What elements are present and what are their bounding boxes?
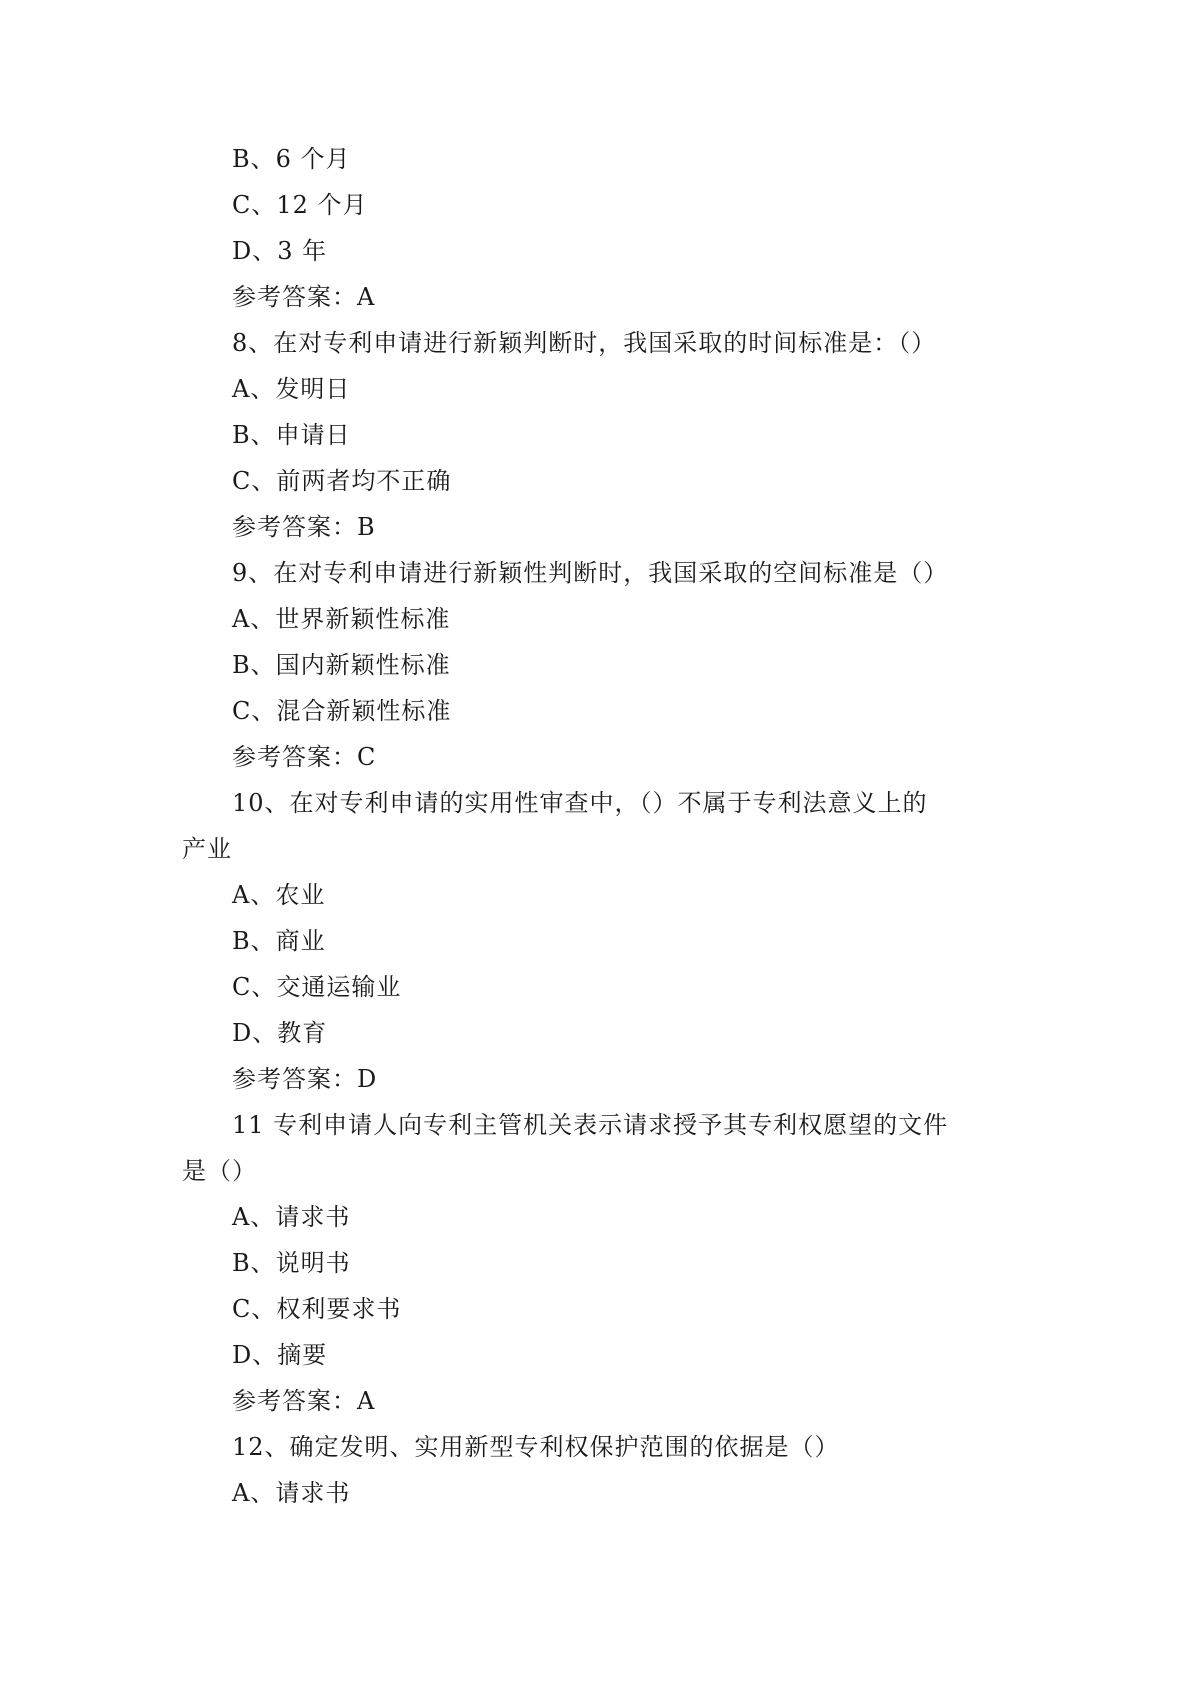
option-line: B、说明书 [232, 1249, 351, 1277]
question-line-continued: 产业 [182, 835, 232, 863]
option-line: C、前两者均不正确 [232, 467, 452, 495]
answer-line: 参考答案：C [232, 743, 377, 771]
option-line: B、6 个月 [232, 145, 351, 173]
question-line-continued: 是（） [182, 1157, 257, 1185]
answer-line: 参考答案：B [232, 513, 376, 541]
option-line: D、教育 [232, 1019, 328, 1047]
option-line: C、权利要求书 [232, 1295, 402, 1323]
question-line: 9、在对专利申请进行新颖性判断时，我国采取的空间标准是（） [232, 559, 949, 587]
option-line: D、摘要 [232, 1341, 328, 1369]
option-line: A、世界新颖性标准 [232, 605, 451, 633]
question-line: 11 专利申请人向专利主管机关表示请求授予其专利权愿望的文件 [232, 1111, 949, 1139]
option-line: A、请求书 [232, 1479, 351, 1507]
answer-line: 参考答案：A [232, 1387, 376, 1415]
option-line: B、商业 [232, 927, 326, 955]
option-line: A、请求书 [232, 1203, 351, 1231]
option-line: B、申请日 [232, 421, 351, 449]
question-line: 8、在对专利申请进行新颖判断时，我国采取的时间标准是：（） [232, 329, 937, 357]
option-line: C、混合新颖性标准 [232, 697, 452, 725]
answer-line: 参考答案：D [232, 1065, 378, 1093]
answer-line: 参考答案：A [232, 283, 376, 311]
question-line: 10、在对专利申请的实用性审查中，（）不属于专利法意义上的 [232, 789, 928, 817]
option-line: C、12 个月 [232, 191, 368, 219]
option-line: A、农业 [232, 881, 326, 909]
option-line: A、发明日 [232, 375, 351, 403]
question-line: 12、确定发明、实用新型专利权保护范围的依据是（） [232, 1433, 840, 1461]
option-line: B、国内新颖性标准 [232, 651, 451, 679]
option-line: C、交通运输业 [232, 973, 402, 1001]
option-line: D、3 年 [232, 237, 328, 265]
